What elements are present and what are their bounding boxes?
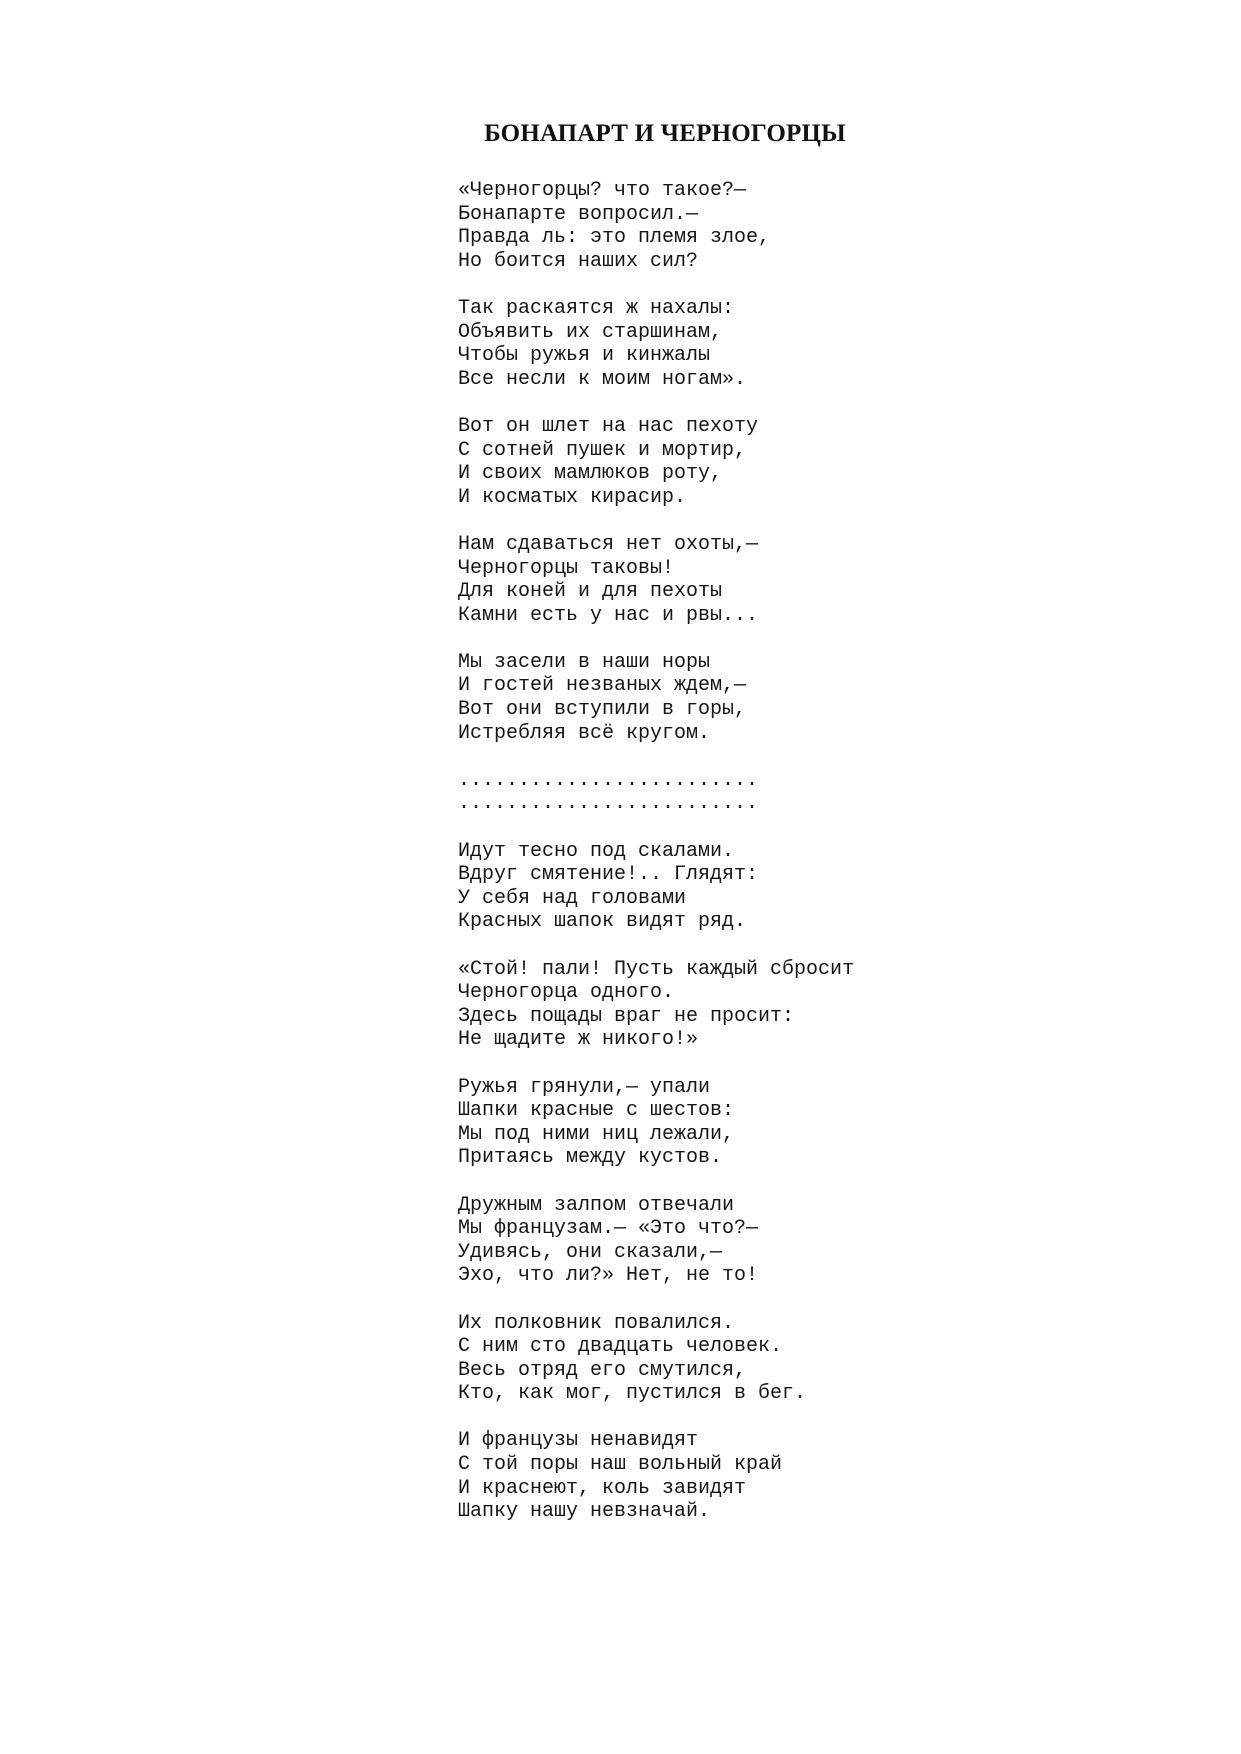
poem-line: Истребляя всё кругом. xyxy=(458,721,711,745)
poem-line: Эхо, что ли?» Нет, не то! xyxy=(458,1264,759,1288)
poem-line: И своих мамлюков роту, xyxy=(458,462,723,486)
poem-line: У себя над головами xyxy=(458,886,687,910)
poem-stanza xyxy=(458,297,1078,391)
poem-line: И краснеют, коль завидят xyxy=(458,1476,747,1500)
poem-line: Правда ль: это племя злое, xyxy=(458,226,771,250)
poem-line: И косматых кирасир. xyxy=(458,485,687,509)
poem-stanza xyxy=(458,1312,1078,1406)
poem-line: С ним сто двадцать человек. xyxy=(458,1335,783,1359)
poem-stanza xyxy=(458,415,1078,509)
poem-line: С сотней пушек и мортир, xyxy=(458,438,747,462)
poem-line: Шапки красные с шестов: xyxy=(458,1099,735,1123)
poem-line: Мы засели в наши норы xyxy=(458,650,711,674)
poem-stanza xyxy=(458,651,1078,745)
poem-line: Шапку нашу невзначай. xyxy=(458,1500,711,1524)
poem-line: Не щадите ж никого!» xyxy=(458,1028,699,1052)
poem-line: «Черногорцы? что такое?— xyxy=(458,179,747,202)
poem-line: Удивясь, они сказали,— xyxy=(458,1240,723,1264)
poem-line: Все несли к моим ногам». xyxy=(458,367,747,391)
poem-line: Красных шапок видят ряд. xyxy=(458,910,747,934)
poem-line: Здесь пощады враг не просит: xyxy=(458,1004,795,1028)
poem-line: Кто, как мог, пустился в бег. xyxy=(458,1382,807,1406)
poem-line: Мы под ними ниц лежали, xyxy=(458,1122,735,1146)
poem-stanza xyxy=(458,958,1078,1052)
poem-stanza xyxy=(458,769,1078,816)
poem-line: Так раскаятся ж нахалы: xyxy=(458,296,735,320)
poem-stanza xyxy=(458,1076,1078,1170)
poem-line: Их полковник повалился. xyxy=(458,1311,735,1335)
poem-line: Черногорцы таковы! xyxy=(458,556,675,580)
poem-line: И гостей незваных ждем,— xyxy=(458,674,747,698)
poem-stanza xyxy=(458,179,1078,273)
poem-line: Вдруг смятение!.. Глядят: xyxy=(458,863,759,887)
poem-title: БОНАПАРТ И ЧЕРНОГОРЦЫ xyxy=(484,120,846,147)
poem-stanza xyxy=(458,533,1078,627)
poem-line: Ружья грянули,— упали xyxy=(458,1075,711,1099)
poem-body xyxy=(458,179,1078,1547)
poem-line: Объявить их старшинам, xyxy=(458,320,723,344)
poem-line: Мы французам.— «Это что?— xyxy=(458,1217,759,1241)
poem-line: Вот они вступили в горы, xyxy=(458,698,747,722)
poem-stanza xyxy=(458,1194,1078,1288)
poem-line: Дружным залпом отвечали xyxy=(458,1193,735,1217)
poem-line: Для коней и для пехоты xyxy=(458,580,723,604)
poem-line: Нам сдаваться нет охоты,— xyxy=(458,532,759,556)
poem-line: Вот он шлет на нас пехоту xyxy=(458,414,759,438)
poem-line: С той поры наш вольный край xyxy=(458,1453,783,1477)
poem-line: И французы ненавидят xyxy=(458,1429,699,1453)
poem-stanza xyxy=(458,1429,1078,1523)
poem-line: Черногорца одного. xyxy=(458,981,675,1005)
poem-stanza xyxy=(458,840,1078,934)
poem-line: Идут тесно под скалами. xyxy=(458,839,735,863)
poem-line: ......................... xyxy=(458,768,759,792)
poem-line: Притаясь между кустов. xyxy=(458,1146,723,1170)
poem-line: Камни есть у нас и рвы... xyxy=(458,603,759,627)
poem-line: «Стой! пали! Пусть каждый сбросит xyxy=(458,957,855,981)
poem-line: ......................... xyxy=(458,792,759,816)
poem-line: Бонапарте вопросил.— xyxy=(458,202,699,226)
poem-line: Но боится наших сил? xyxy=(458,249,699,273)
poem-line: Весь отряд его смутился, xyxy=(458,1358,747,1382)
poem-line: Чтобы ружья и кинжалы xyxy=(458,344,711,368)
